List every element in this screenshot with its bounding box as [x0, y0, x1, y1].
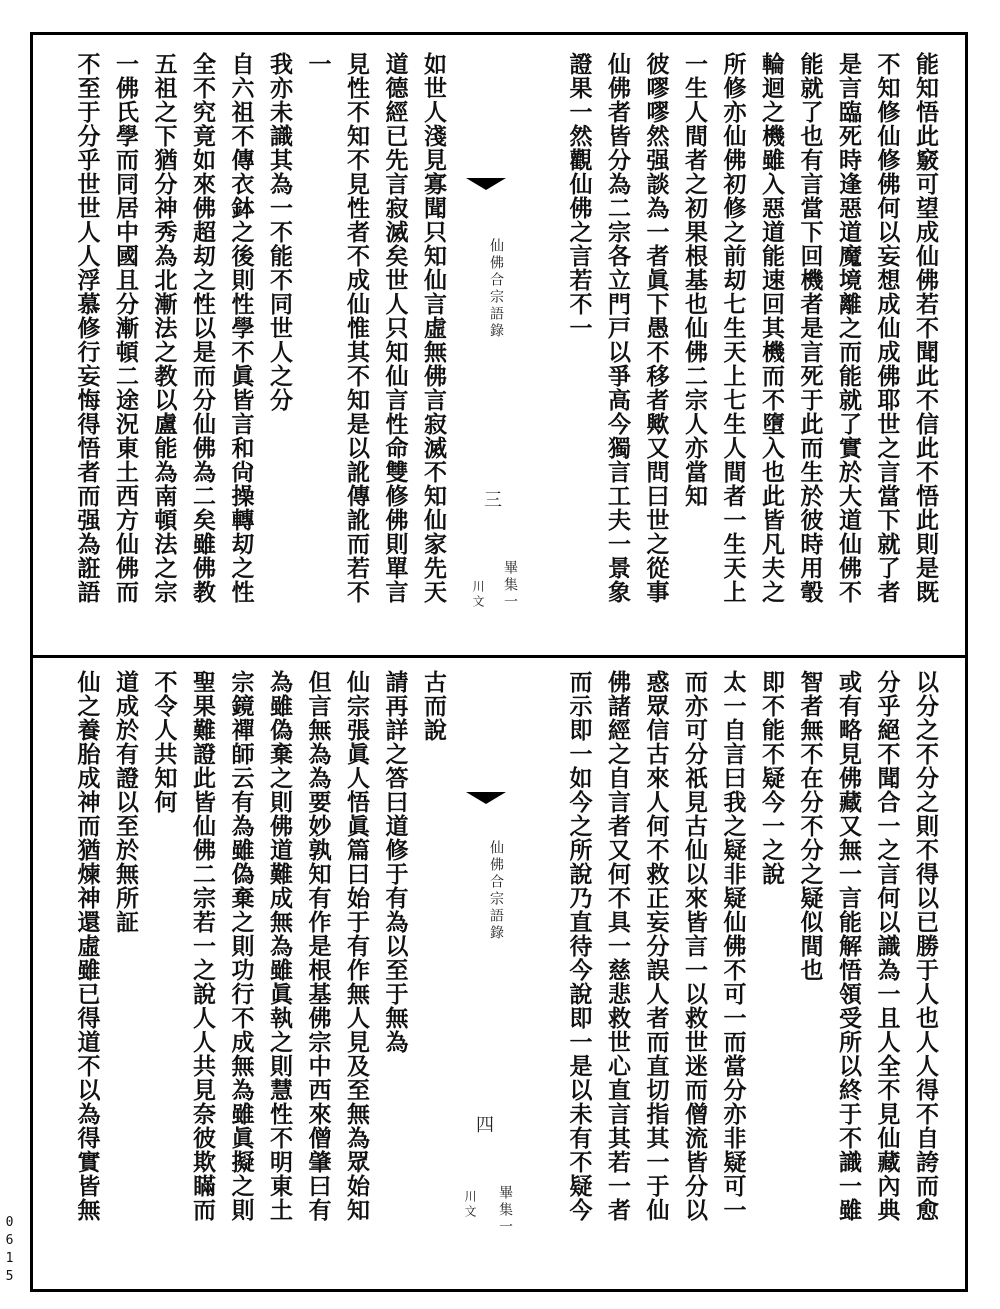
text-column: 彼嘐嘐然强談為一者眞下愚不移者歟又問曰世之從事: [642, 52, 670, 604]
text-column: 不令人共知何: [150, 670, 178, 814]
text-column: 道成於有證以至於無所証: [112, 670, 139, 934]
gutter-page-lower: 四: [473, 1115, 494, 1136]
text-column: 能知悟此竅可望成仙佛若不聞此不信此不悟此則是既: [912, 52, 939, 604]
fish-tail-mark-lower: [466, 792, 506, 804]
folio-number: 0615: [2, 1215, 17, 1287]
text-column: 佛諸經之自言者又何不具一慈悲救世心直言其若一者: [604, 670, 631, 1222]
text-column: 宗鏡禪師云有為雖偽棄之則功行不成無為雖眞擬之則: [227, 670, 255, 1222]
text-column: 太一自言曰我之疑非疑仙佛不可一而當分亦非疑可一: [719, 670, 747, 1222]
text-column: 自六祖不傳衣鉢之後則性學不眞皆言和尙操轉刧之性: [227, 52, 255, 604]
gutter-extra-lower: 川文: [463, 1190, 477, 1220]
text-column: 即不能不疑今一之說: [758, 670, 785, 886]
text-column: 仙佛者皆分為二宗各立門戸以爭高今獨言工夫一景象: [604, 52, 631, 604]
text-column: 聖果難證此皆仙佛二宗若一之說人人共見奈彼欺瞞而: [189, 670, 216, 1222]
text-column: 證果一然觀仙佛之言若不一: [565, 52, 593, 340]
text-column: 見性不知不見性者不成仙惟其不知是以訛傳訛而若不: [343, 52, 370, 604]
text-column: 以分之不分之則不得以已勝于人也人人得不自誇而愈: [912, 670, 939, 1222]
gutter-series-upper: 畢集一: [502, 560, 518, 611]
text-column: 仙之養胎成神而猶煉神還虛雖已得道不以為得實皆無: [73, 670, 101, 1222]
gutter-extra-upper: 川文: [471, 580, 485, 610]
text-column: 分乎絕不聞合一之言何以識為一且人全不見仙藏內典: [873, 670, 901, 1222]
text-column: 我亦未識其為一不能不同世人之分: [266, 52, 293, 412]
text-column: 能就了也有言當下回機者是言死于此而生於彼時用彀: [796, 52, 824, 604]
text-column: 仙宗張眞人悟眞篇曰始于有作無人見及至無為眾始知: [343, 670, 370, 1222]
text-column: 全不究竟如來佛超刧之性以是而分仙佛為二矣雖佛教: [189, 52, 216, 604]
text-column: 為雖偽棄之則佛道難成無為雖眞執之則慧性不明東土: [266, 670, 293, 1222]
text-column: 請再詳之答曰道修于有為以至于無為: [381, 670, 409, 1054]
text-column: 但言無為為要妙孰知有作是根基佛宗中西來僧肇曰有: [304, 670, 332, 1222]
text-column: 而示即一如今之所說乃直待今說即一是以未有不疑今: [565, 670, 593, 1222]
text-column: 一佛氏學而同居中國且分漸頓二途況東土西方仙佛而: [112, 52, 139, 604]
gutter-title-upper: 仙佛合宗語錄: [488, 238, 504, 340]
text-column: 是言臨死時逢惡道魔境離之而能就了實於大道仙佛不: [835, 52, 862, 604]
text-column: 一: [304, 52, 332, 76]
text-column: 道德經已先言寂滅矣世人只知仙言性命雙修佛則單言: [381, 52, 409, 604]
text-column: 如世人淺見寡聞只知仙言虛無佛言寂滅不知仙家先天: [420, 52, 447, 604]
text-column: 五祖之下猶分神秀為北漸法之教以盧能為南頓法之宗: [150, 52, 178, 604]
half-page-divider: [32, 655, 966, 658]
text-column: 智者無不在分不分之疑似間也: [796, 670, 824, 982]
text-column: 惑眾信古來人何不救正妄分誤人者而直切指其一于仙: [642, 670, 670, 1222]
gutter-series-lower: 畢集一: [497, 1185, 513, 1236]
text-column: 或有略見佛藏又無一言能解悟領受所以終于不識一雖: [835, 670, 862, 1222]
fish-tail-mark-upper: [466, 178, 506, 190]
gutter-title-lower: 仙佛合宗語錄: [488, 840, 504, 942]
text-column: 而亦可分祇見古仙以來皆言一以救世迷而僧流皆分以: [681, 670, 708, 1222]
text-column: 古而說: [420, 670, 447, 742]
gutter-page-upper: 三: [481, 490, 502, 511]
text-column: 所修亦仙佛初修之前刧七生天上七生人間者一生天上: [719, 52, 747, 604]
text-column: 一生人間者之初果根基也仙佛二宗人亦當知: [681, 52, 708, 508]
text-column: 不知修仙修佛何以妄想成仙成佛耶世之言當下就了者: [873, 52, 901, 604]
text-column: 不至于分乎世世人人浮慕修行妄悔得悟者而强為誑語: [73, 52, 101, 604]
text-column: 輪迴之機雖入惡道能速回其機而不墮入也此皆凡夫之: [758, 52, 785, 604]
